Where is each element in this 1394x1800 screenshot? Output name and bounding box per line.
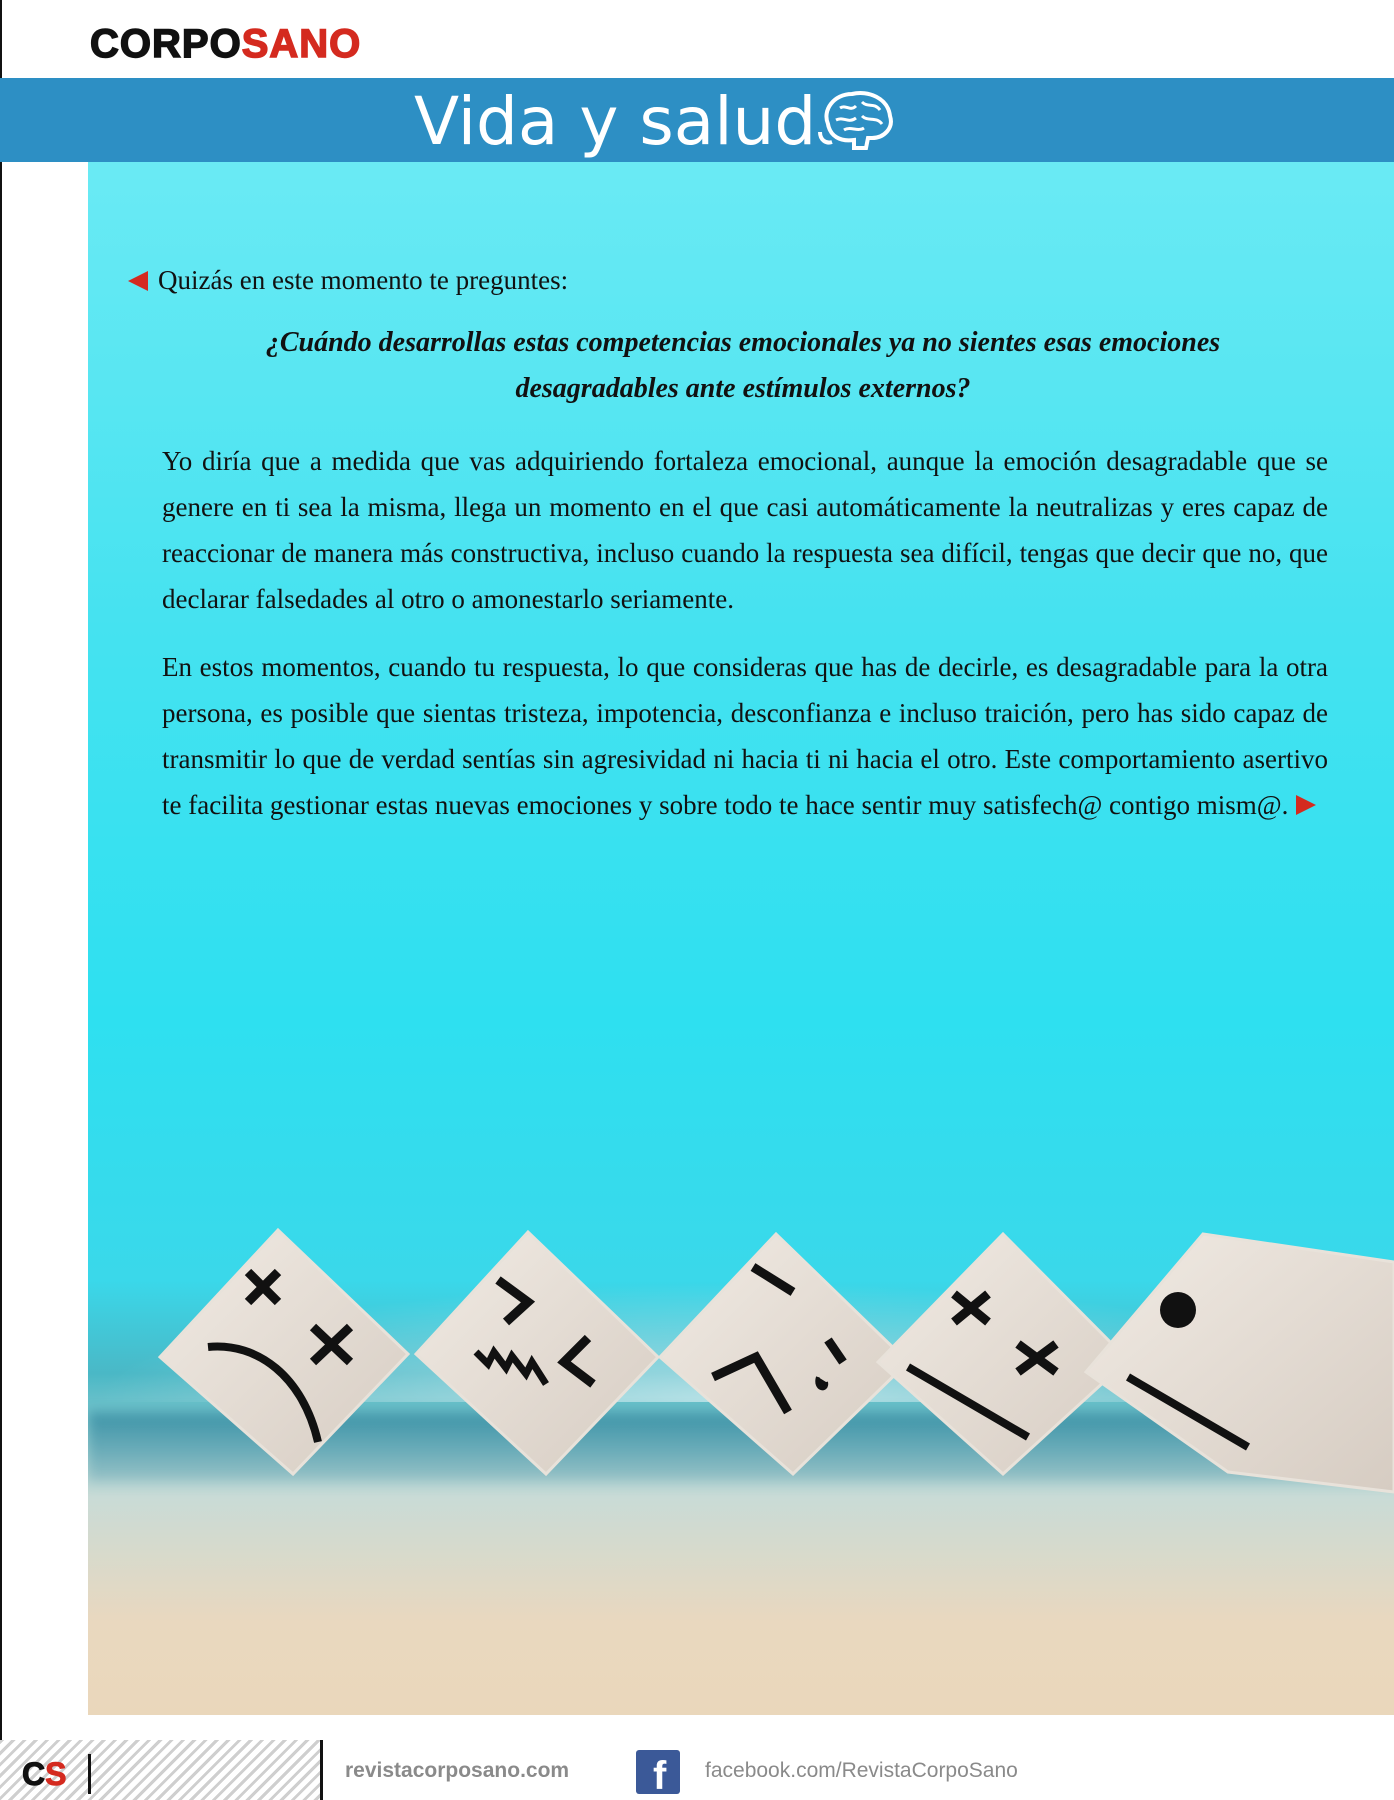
footer-divider-2 (320, 1740, 323, 1800)
end-triangle-icon (1296, 795, 1316, 815)
die-neutral (1086, 1234, 1394, 1492)
paragraph-2 (162, 644, 1328, 828)
intro-text: Quizás en este momento te preguntes: (158, 265, 569, 295)
die-sad (160, 1230, 408, 1474)
page-edge-rule (0, 0, 2, 1800)
content-panel (88, 162, 1394, 1715)
die-dizzy (878, 1234, 1128, 1474)
brand-logo (90, 20, 361, 68)
brand-name-red: SANO (241, 22, 362, 66)
facebook-link[interactable]: facebook.com/RevistaCorpoSano (705, 1759, 1018, 1782)
brain-icon (818, 88, 898, 154)
cs-logo-c: C (22, 1756, 46, 1792)
paragraph-2-text: En estos momentos, cuando tu respuesta, lo que consideras que has de decirle, es desagradable para la otra persona, es posible que sientas tristeza, impotencia, desconfianza e incluso traición, pero has sido capaz de transmitir lo que de verdad sentías sin agresividad ni hacia ti ni hacia el otro. Este comportamiento asertivo te facilita gestionar estas nuevas emociones y sobre todo te hace sentir muy satisfech@ contigo mism@. (162, 652, 1328, 820)
intro-line (128, 262, 568, 298)
facebook-icon[interactable]: f (636, 1750, 680, 1794)
footer (0, 1740, 1394, 1800)
paragraph-1: Yo diría que a medida que vas adquiriendo fortaleza emocional, aunque la emoción desagradable que se genere en ti sea la misma, llega un momento en el que casi automáticamente la neutralizas y eres capaz de reaccionar de manera más constructiva, incluso cuando la respuesta sea difícil, tengas que decir que no, que declarar falsedades al otro o amonestarlo seriamente. (162, 446, 1328, 614)
cs-logo-s: S (45, 1756, 67, 1792)
left-triangle-icon (128, 271, 148, 291)
section-title: Vida y salud (414, 83, 817, 160)
die-angry (416, 1232, 658, 1474)
footer-divider-1 (88, 1754, 91, 1794)
website-link[interactable]: revistacorposano.com (345, 1759, 570, 1782)
cs-logo (22, 1756, 66, 1792)
brand-name-dark: CORPO (90, 22, 242, 66)
emotion-dice-image (88, 1162, 1394, 1582)
question-heading: ¿Cuándo desarrollas estas competencias emocionales ya no sientes esas emociones desagradables ante estímulos externos? (265, 327, 1221, 404)
die-crying (660, 1234, 908, 1474)
